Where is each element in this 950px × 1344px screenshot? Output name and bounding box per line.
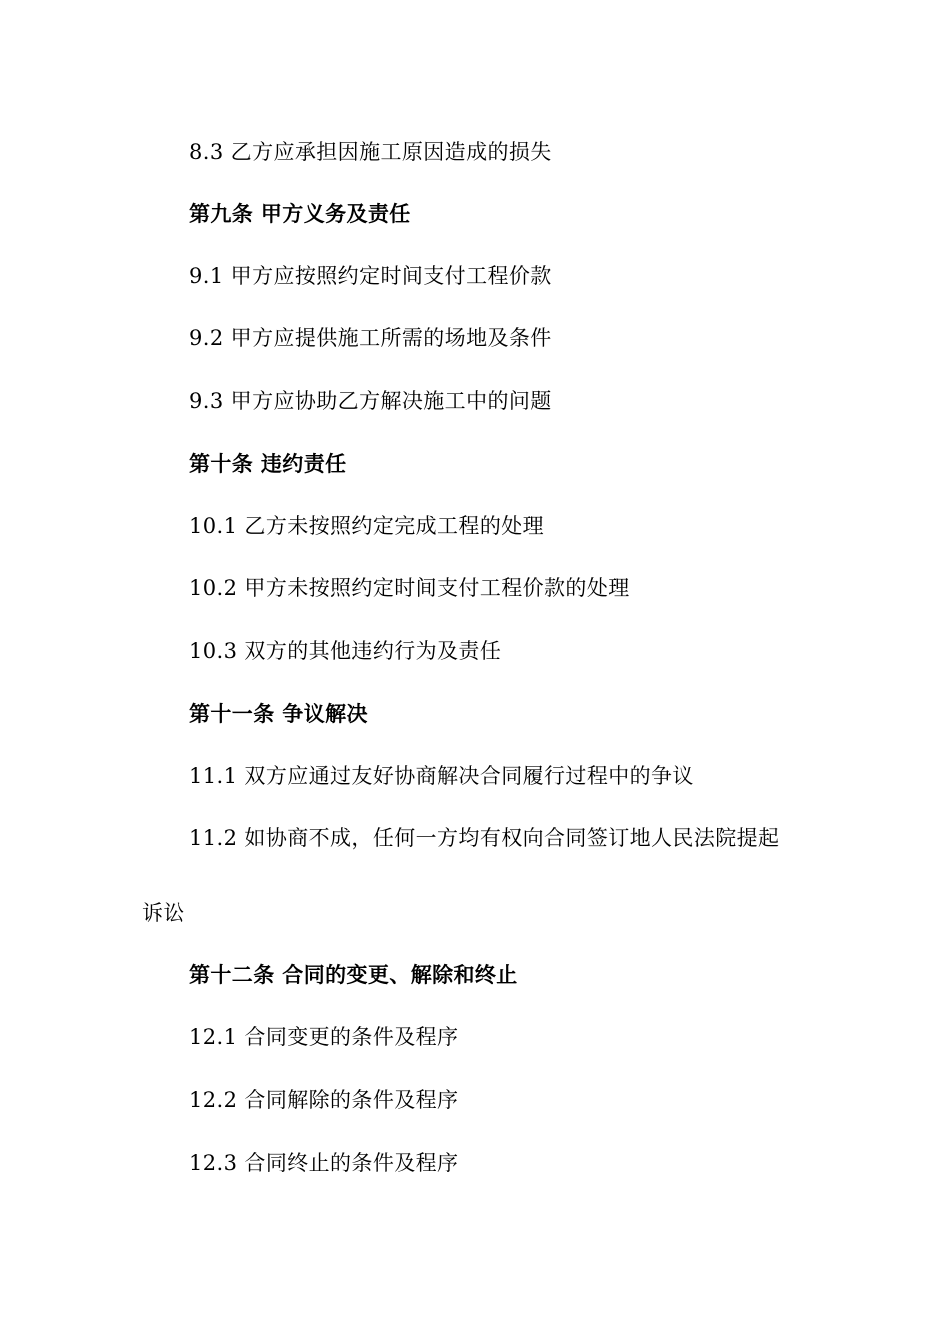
clause-11-1: 11.1 双方应通过友好协商解决合同履行过程中的争议 [189,764,694,788]
clause-12-1: 12.1 合同变更的条件及程序 [189,1025,459,1049]
clause-12-2: 12.2 合同解除的条件及程序 [189,1088,459,1112]
clause-11-2: 11.2 如协商不成，任何一方均有权向合同签订地人民法院提起 [189,826,780,850]
clause-8-3: 8.3 乙方应承担因施工原因造成的损失 [189,140,552,164]
article-11-heading: 第十一条 争议解决 [189,701,368,726]
clause-10-1: 10.1 乙方未按照约定完成工程的处理 [189,514,545,538]
clause-10-3: 10.3 双方的其他违约行为及责任 [189,639,502,663]
clause-9-2: 9.2 甲方应提供施工所需的场地及条件 [189,326,552,350]
clause-9-3: 9.3 甲方应协助乙方解决施工中的问题 [189,389,552,413]
clause-10-2: 10.2 甲方未按照约定时间支付工程价款的处理 [189,576,630,600]
clause-11-2-continuation: 诉讼 [142,901,185,925]
article-9-heading: 第九条 甲方义务及责任 [189,201,411,226]
article-12-heading: 第十二条 合同的变更、解除和终止 [189,962,518,987]
clause-12-3: 12.3 合同终止的条件及程序 [189,1151,459,1175]
article-10-heading: 第十条 违约责任 [189,451,347,476]
clause-9-1: 9.1 甲方应按照约定时间支付工程价款 [189,264,552,288]
